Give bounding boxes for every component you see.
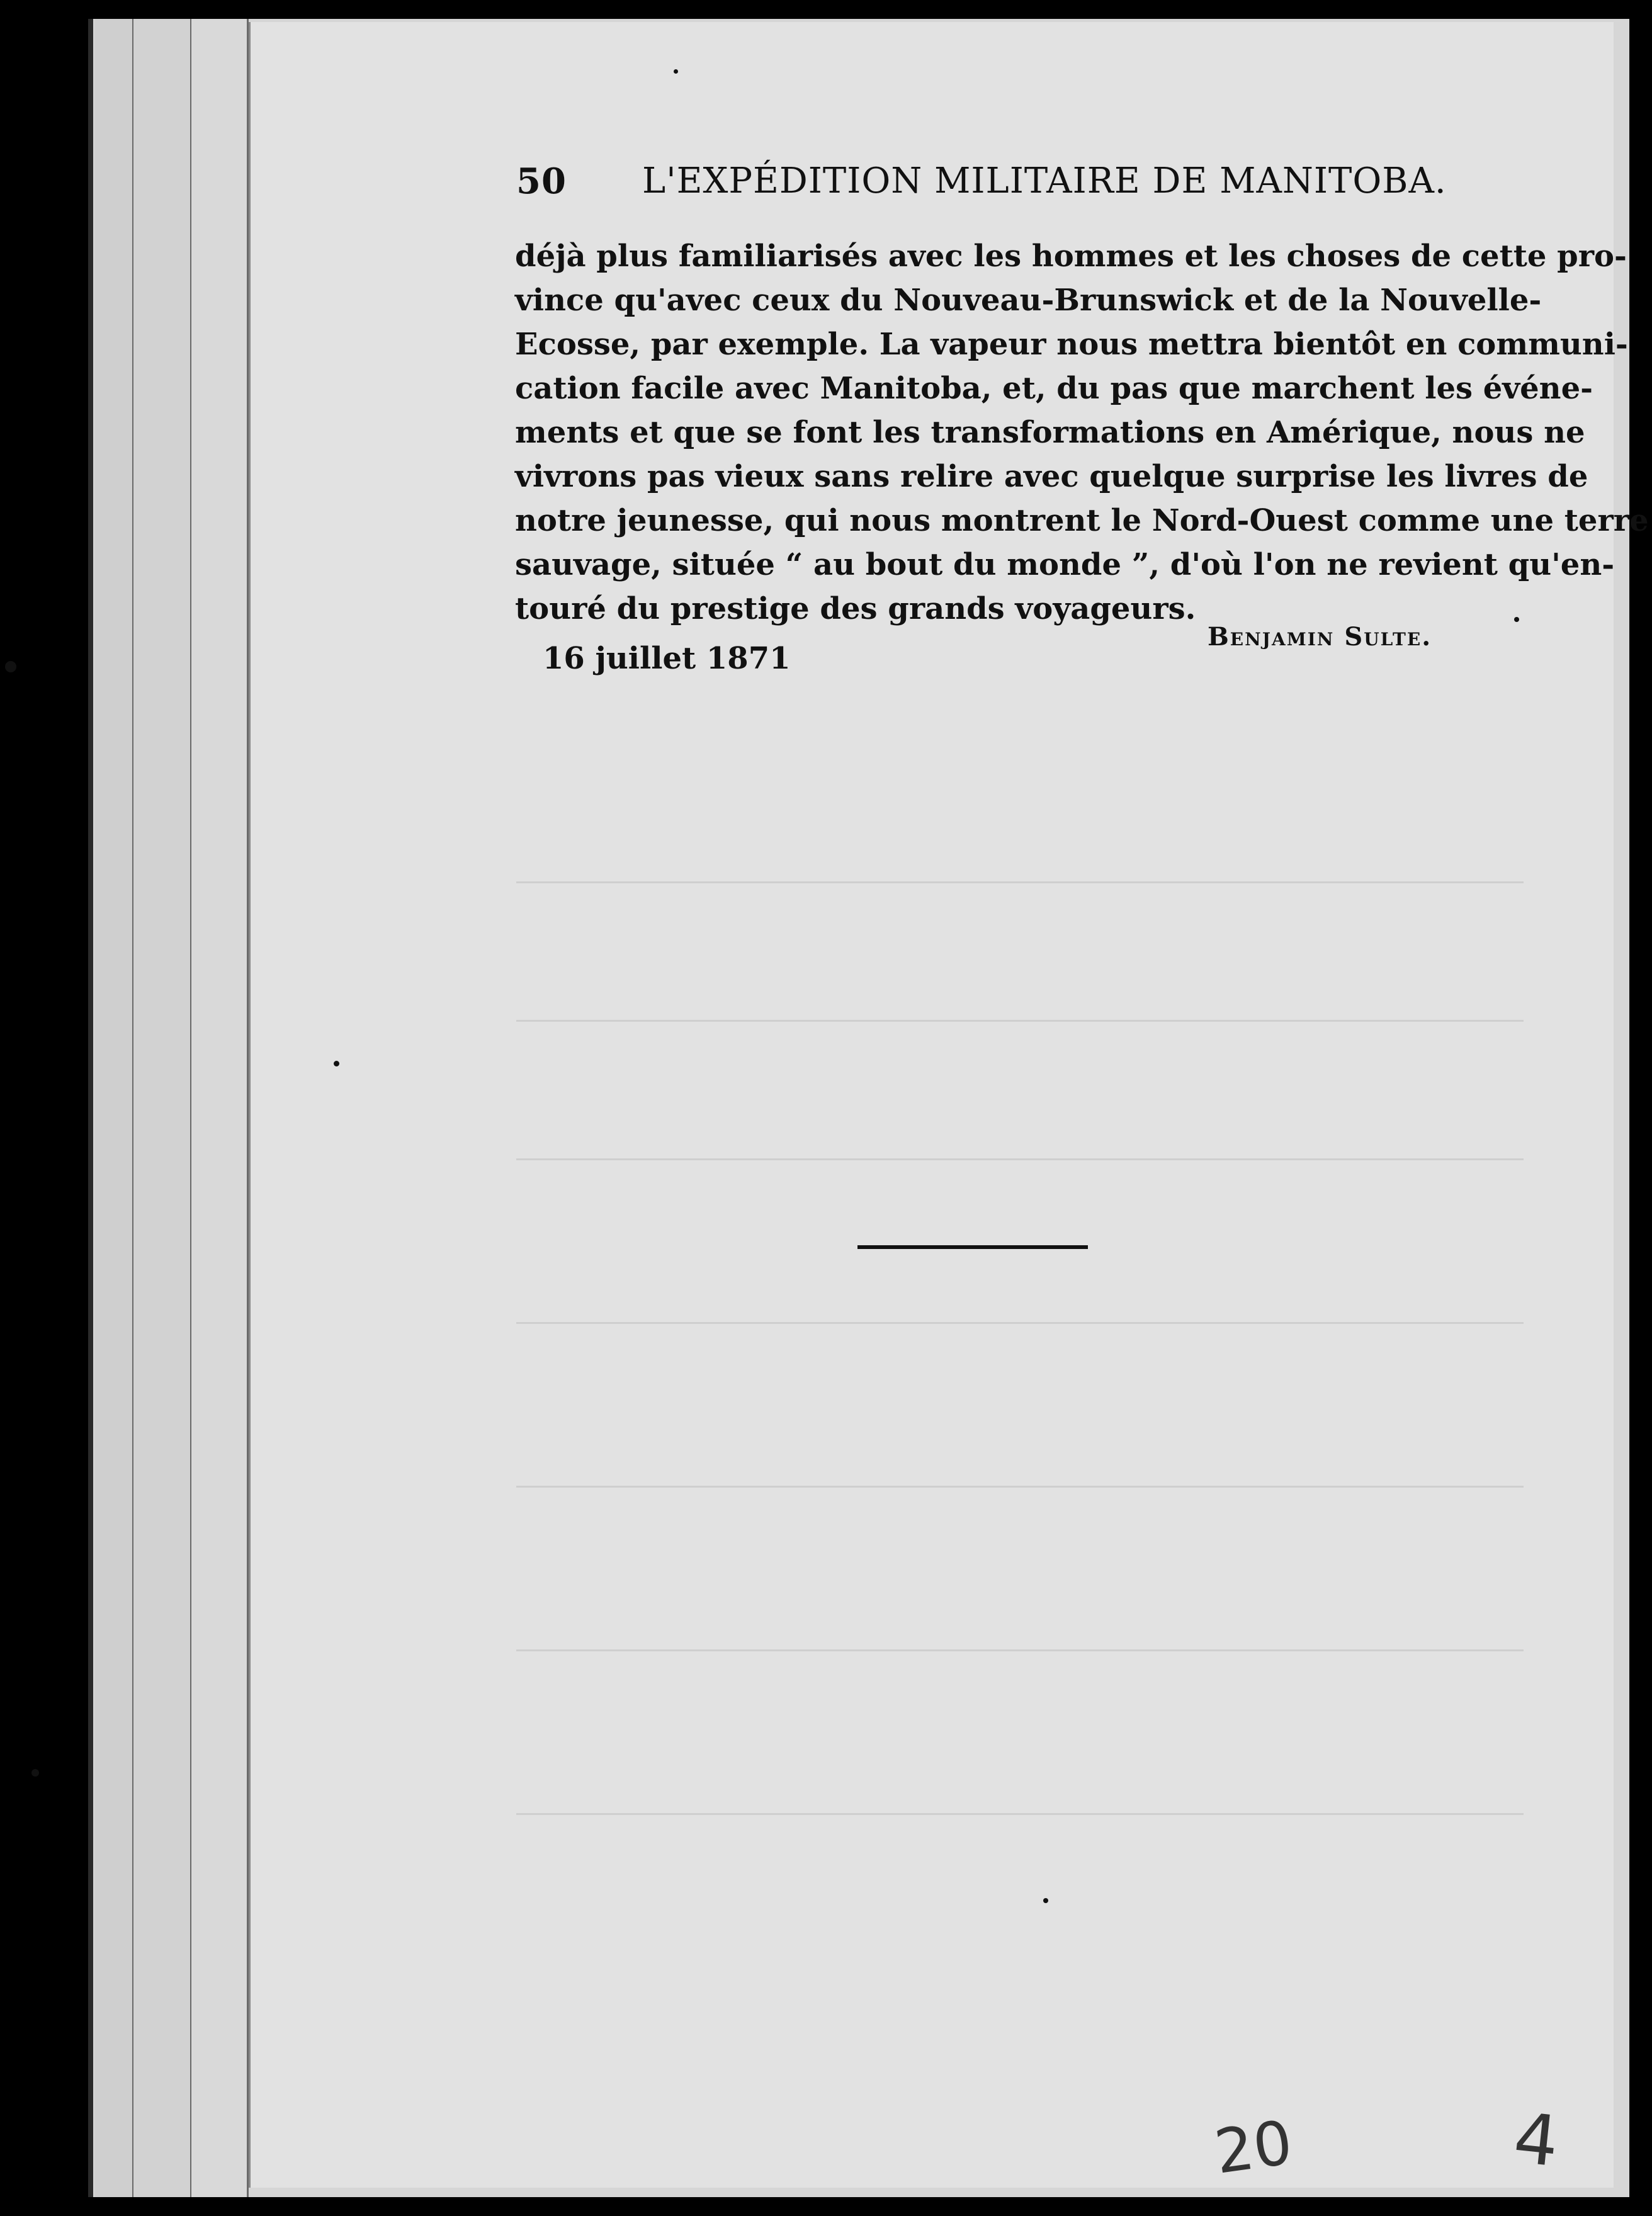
scan-speck: [31, 1769, 39, 1777]
scan-speck: [5, 661, 16, 672]
pencil-mark: 4: [1510, 2097, 1563, 2183]
pencil-mark: 20: [1210, 2107, 1297, 2188]
text-line: touré du prestige des grands voyageurs.: [515, 591, 1196, 626]
body-paragraph: [515, 234, 1649, 631]
section-rule: [857, 1245, 1088, 1249]
bleed-through-line: [516, 1158, 1524, 1160]
scan-speck: [1514, 617, 1519, 622]
bleed-through-line: [516, 1486, 1524, 1488]
text-line: ments et que se font les transformations en Amérique, nous ne: [515, 415, 1585, 450]
scan-speck: [1043, 1898, 1048, 1903]
text-line: cation facile avec Manitoba, et, du pas que marchent les événe-: [515, 371, 1593, 406]
bleed-through-line: [516, 1322, 1524, 1324]
date-line: 16 juillet 1871: [543, 641, 791, 676]
bleed-through-line: [516, 1020, 1524, 1022]
scan-speck: [674, 69, 678, 74]
text-line: sauvage, située “ au bout du monde ”, d'où l'on ne revient qu'en-: [515, 547, 1615, 582]
scan-speck: [334, 1061, 339, 1066]
author-signature: Benjamin Sulte.: [1208, 622, 1432, 652]
binding-edge-strip: [94, 19, 134, 2197]
text-line: vince qu'avec ceux du Nouveau-Brunswick et de la Nouvelle-: [515, 283, 1542, 318]
text-line: vivrons pas vieux sans relire avec quelque surprise les livres de: [515, 459, 1588, 494]
text-line: Ecosse, par exemple. La vapeur nous mettra bientôt en communi-: [515, 327, 1628, 362]
text-line: déjà plus familiarisés avec les hommes et les choses de cette pro-: [515, 239, 1627, 274]
bleed-through-line: [516, 1649, 1524, 1651]
page-header: [516, 161, 1486, 217]
bleed-through-line: [516, 881, 1524, 883]
page-number: 50: [516, 161, 567, 202]
bleed-through-line: [516, 1813, 1524, 1815]
binding-edge-strip: [133, 19, 192, 2197]
binding-edge-strip: [191, 19, 249, 2197]
text-line: notre jeunesse, qui nous montrent le Nord-Ouest comme une terre: [515, 503, 1649, 538]
running-title: L'EXPÉDITION MILITAIRE DE MANITOBA.: [642, 161, 1447, 201]
